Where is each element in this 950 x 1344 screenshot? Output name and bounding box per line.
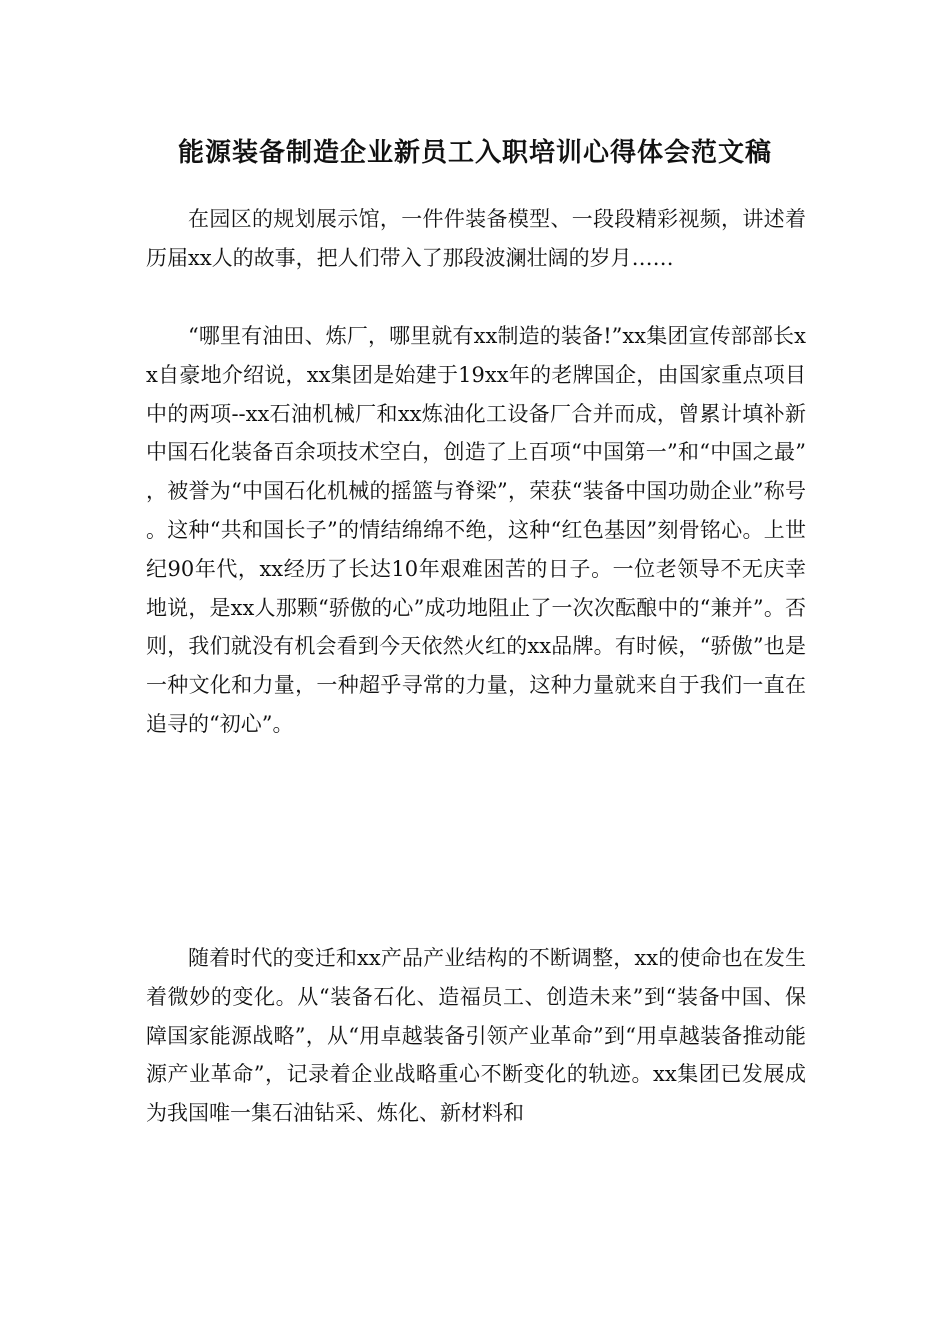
paragraph-3: 随着时代的变迁和xx产品产业结构的不断调整，xx的使命也在发生着微妙的变化。从“装备石化、造福员工、创造未来”到“装备中国、保障国家能源战略”，从“用卓越装备引领产业革命”到“用卓越装备推动能源产业革命”，记录着企业战略重心不断变化的轨迹。xx集团已发展成为我国唯一集石油钻采、炼化、新材料和: [146, 946, 806, 1126]
paragraph-1: 在园区的规划展示馆，一件件装备模型、一段段精彩视频，讲述着历届xx人的故事，把人们带入了那段波澜壮阔的岁月……: [146, 207, 806, 270]
paragraph-1-container: [146, 200, 806, 278]
document-title: 能源装备制造企业新员工入职培训心得体会范文稿: [177, 138, 772, 168]
paragraph-2-container: [146, 317, 806, 744]
paragraph-2: “哪里有油田、炼厂，哪里就有xx制造的装备!”xx集团宣传部部长xx自豪地介绍说，xx集团是始建于19xx年的老牌国企，由国家重点项目中的两项--xx石油机械厂和xx炼油化工设备厂合并而成，曾累计填补新中国石化装备百余项技术空白，创造了上百项“中国第一”和“中国之最”，被誉为“中国石化机械的摇篮与脊梁”，荣获“装备中国功勋企业”称号。这种“共和国长子”的情结绵绵不绝，这种“红色基因”刻骨铭心。上世纪90年代，xx经历了长达10年艰难困苦的日子。一位老领导不无庆幸地说，是xx人那颗“骄傲的心”成功地阻止了一次次酝酿中的“兼并”。否则，我们就没有机会看到今天依然火红的xx品牌。有时候，“骄傲”也是一种文化和力量，一种超乎寻常的力量，这种力量就来自于我们一直在追寻的“初心”。: [146, 324, 806, 736]
paragraph-3-container: [146, 939, 806, 1133]
